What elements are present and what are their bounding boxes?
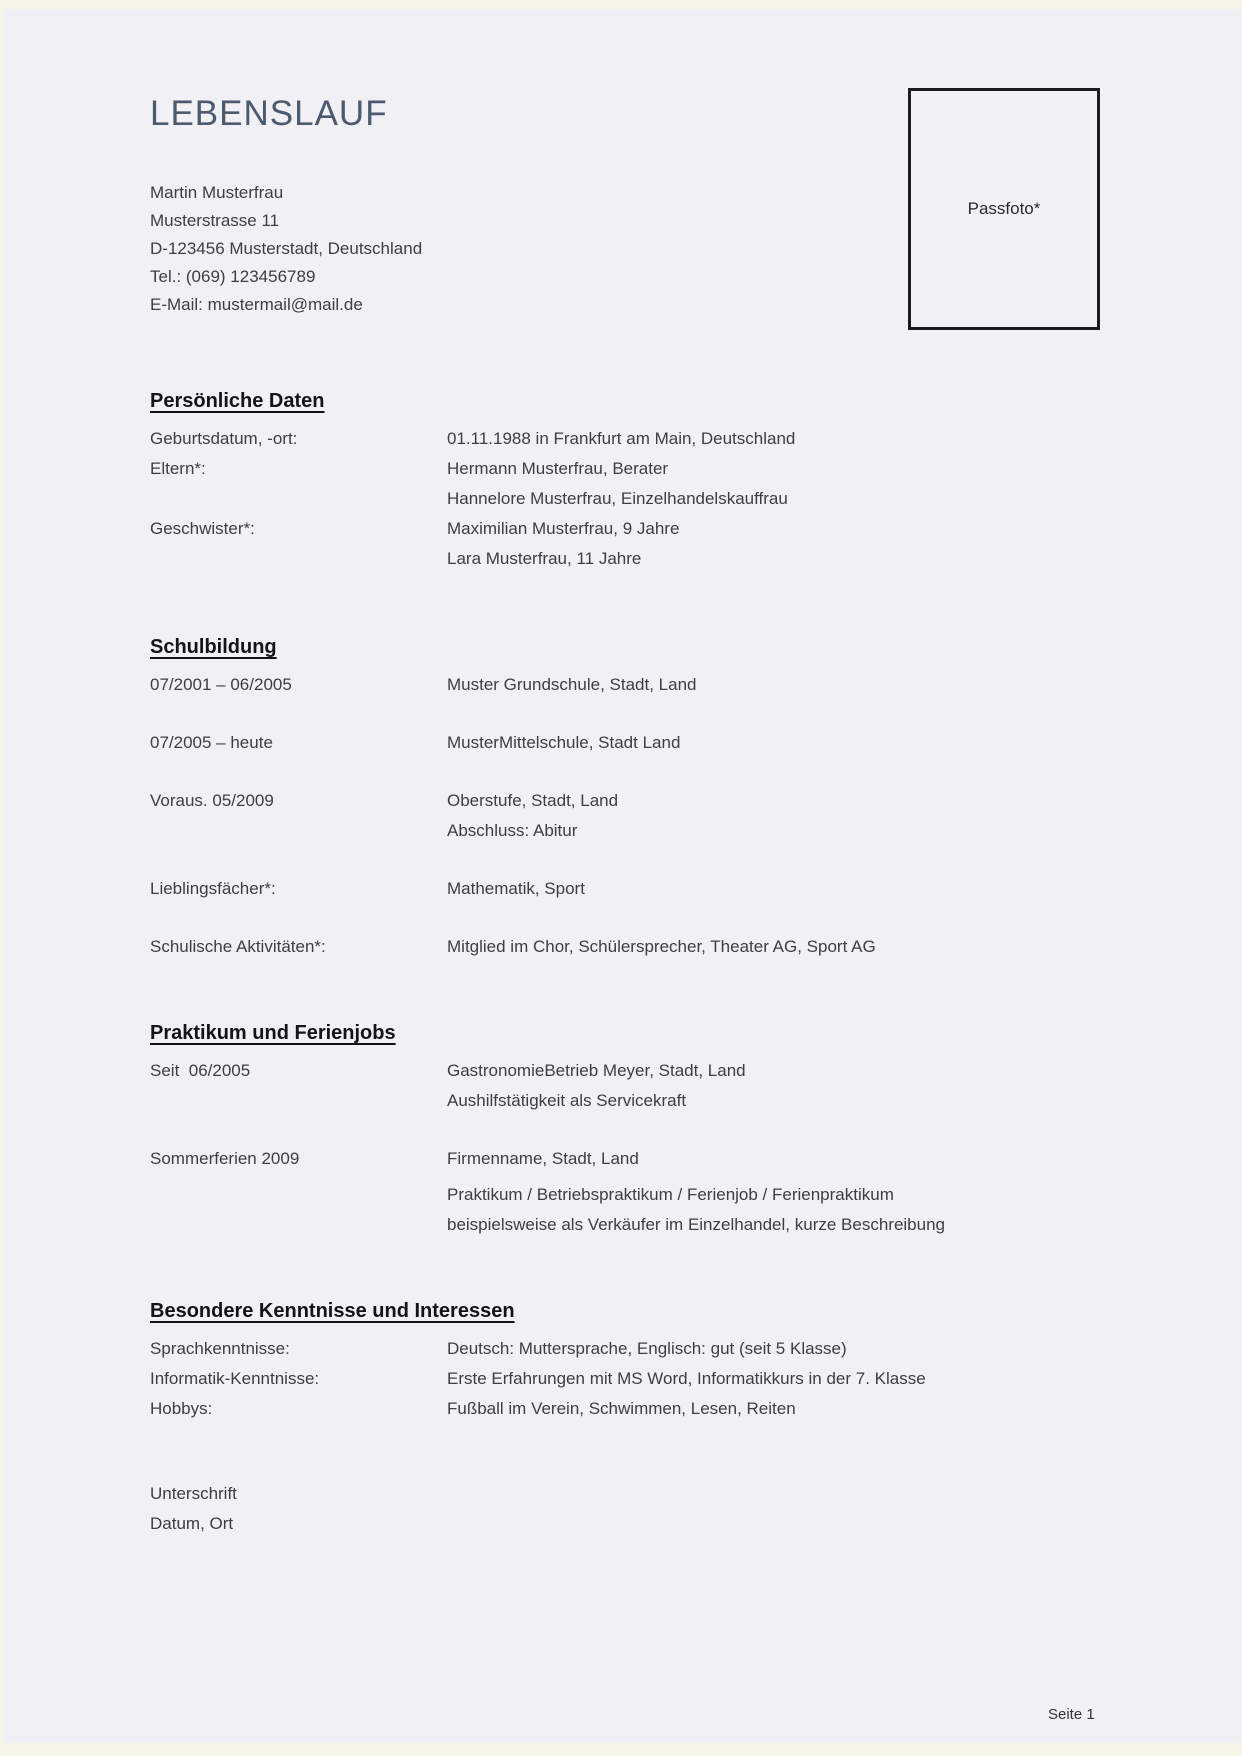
row-label: 07/2005 – heute (150, 733, 273, 752)
section-persoenliche-daten (150, 389, 1150, 574)
row-value: Deutsch: Muttersprache, Englisch: gut (seit 5 Klasse) (447, 1339, 847, 1358)
data-row (150, 1334, 1150, 1364)
section-praktikum-ferienjobs (150, 1021, 1150, 1240)
row-value: 01.11.1988 in Frankfurt am Main, Deutschland (447, 429, 796, 448)
row-value: Maximilian Musterfrau, 9 Jahre Lara Musterfrau, 11 Jahre (447, 519, 680, 568)
row-label: Eltern*: (150, 459, 206, 478)
data-row (150, 874, 1150, 904)
row-value: Erste Erfahrungen mit MS Word, Informatikkurs in der 7. Klasse (447, 1369, 926, 1388)
contact-block (150, 179, 422, 319)
row-label: Voraus. 05/2009 (150, 791, 274, 810)
row-label: 07/2001 – 06/2005 (150, 675, 292, 694)
row-value: Muster Grundschule, Stadt, Land (447, 675, 697, 694)
page-number: Seite 1 (1048, 1706, 1095, 1723)
contact-city: D-123456 Musterstadt, Deutschland (150, 239, 423, 258)
row-value: Mitglied im Chor, Schülersprecher, Theater AG, Sport AG (447, 937, 876, 956)
page-title: LEBENSLAUF (150, 94, 388, 133)
row-value: Oberstufe, Stadt, Land Abschluss: Abitur (447, 791, 619, 840)
data-row (150, 514, 1150, 574)
section-heading: Persönliche Daten (150, 390, 325, 412)
section-heading: Besondere Kenntnisse und Interessen (150, 1300, 515, 1322)
row-value: GastronomieBetrieb Meyer, Stadt, Land Aushilfstätigkeit als Servicekraft (447, 1061, 746, 1110)
section-heading: Schulbildung (150, 636, 277, 658)
signature-line: Unterschrift (150, 1484, 237, 1503)
section-heading: Praktikum und Ferienjobs (150, 1022, 396, 1044)
row-label: Geschwister*: (150, 519, 255, 538)
row-label: Informatik-Kenntnisse: (150, 1369, 320, 1388)
section-besondere-kenntnisse (150, 1299, 1150, 1424)
date-place-line: Datum, Ort (150, 1514, 234, 1533)
data-row (150, 728, 1150, 758)
document-page (4, 9, 1242, 1743)
data-row (150, 670, 1150, 700)
data-row (150, 424, 1150, 454)
row-value: Firmenname, Stadt, Land Praktikum / Betriebspraktikum / Ferienjob / Ferienpraktikum beispielsweise als Verkäufer im Einzelhandel, kurze Beschreibung (447, 1149, 945, 1234)
contact-street: Musterstrasse 11 (150, 211, 280, 230)
row-label: Seit 06/2005 (150, 1061, 251, 1080)
row-label: Sprachkenntnisse: (150, 1339, 290, 1358)
row-value: MusterMittelschule, Stadt Land (447, 733, 681, 752)
row-label: Geburtsdatum, -ort: (150, 429, 298, 448)
contact-email: E-Mail: mustermail@mail.de (150, 295, 363, 314)
data-row (150, 1056, 1150, 1116)
data-row (150, 786, 1150, 846)
row-value: Hermann Musterfrau, Berater Hannelore Musterfrau, Einzelhandelskauffrau (447, 459, 788, 508)
row-label: Hobbys: (150, 1399, 213, 1418)
data-row (150, 1364, 1150, 1394)
row-label: Sommerferien 2009 (150, 1149, 300, 1168)
signature-block (150, 1479, 237, 1539)
row-label: Schulische Aktivitäten*: (150, 937, 326, 956)
row-value: Mathematik, Sport (447, 879, 585, 898)
passport-photo-label: Passfoto* (967, 199, 1041, 218)
data-row (150, 1144, 1150, 1240)
data-row (150, 1394, 1150, 1424)
passport-photo-placeholder (908, 88, 1100, 330)
row-label: Lieblingsfächer*: (150, 879, 276, 898)
data-row (150, 454, 1150, 514)
data-row (150, 932, 1150, 962)
section-schulbildung (150, 635, 1150, 962)
contact-phone: Tel.: (069) 123456789 (150, 267, 316, 286)
row-value: Fußball im Verein, Schwimmen, Lesen, Reiten (447, 1399, 796, 1418)
contact-name: Martin Musterfrau (150, 183, 284, 202)
